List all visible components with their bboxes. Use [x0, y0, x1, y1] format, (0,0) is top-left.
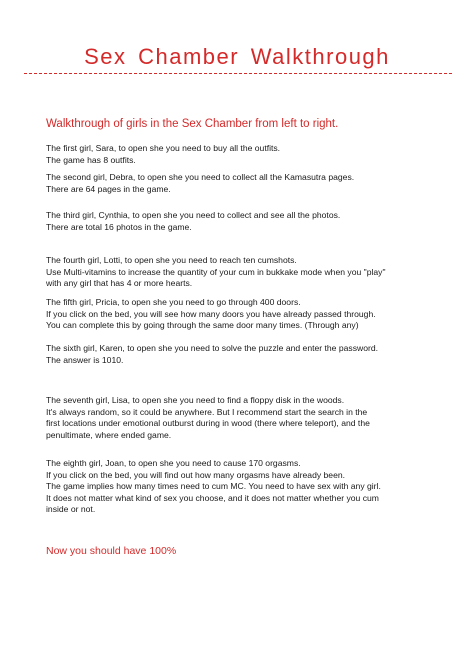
paragraph-line: The seventh girl, Lisa, to open she you need to find a floppy disk in the woods. [46, 395, 345, 405]
paragraph-girl-3 [46, 210, 451, 233]
paragraph-line: The second girl, Debra, to open she you need to collect all the Kamasutra pages. [46, 172, 355, 182]
paragraph-line: If you click on the bed, you will see how many doors you have already passed through. [46, 308, 376, 319]
paragraph-girl-8 [46, 458, 451, 516]
paragraph-line: inside or not. [46, 504, 96, 515]
paragraph-line: It does not matter what kind of sex you choose, and it does not matter whether you cum [46, 492, 379, 503]
paragraph-girl-7 [46, 395, 451, 441]
paragraph-line: The game implies how many times need to cum MC. You need to have sex with any girl. [46, 481, 381, 492]
paragraph-line: The game has 8 outfits. [46, 154, 136, 165]
completion-note: Now you should have 100% [46, 545, 177, 557]
intro-heading: Walkthrough of girls in the Sex Chamber from left to right. [46, 118, 339, 130]
paragraph-girl-4 [46, 255, 451, 290]
paragraph-line: It's always random, so it could be anywhere. But I recommend start the search in the [46, 406, 368, 417]
paragraph-line: The sixth girl, Karen, to open she you need to solve the puzzle and enter the password. [46, 343, 379, 353]
title-dashed-rule [24, 73, 452, 74]
paragraph-line: The third girl, Cynthia, to open she you need to collect and see all the photos. [46, 210, 341, 220]
paragraph-girl-2 [46, 172, 451, 195]
paragraph-line: first locations under emotional outburst during in wood (there where teleport), and the [46, 418, 370, 429]
document-title: Sex Chamber Walkthrough [84, 44, 390, 69]
paragraph-line: Use Multi-vitamins to increase the quantity of your cum in bukkake mode when you "play" [46, 266, 386, 277]
paragraph-girl-5 [46, 297, 451, 332]
paragraph-line: The answer is 1010. [46, 354, 124, 365]
paragraph-line: The eighth girl, Joan, to open she you need to cause 170 orgasms. [46, 458, 301, 468]
paragraph-girl-1 [46, 143, 451, 166]
paragraph-line: penultimate, where ended game. [46, 429, 172, 440]
paragraph-line: If you click on the bed, you will find out how many orgasms have already been. [46, 469, 346, 480]
paragraph-line: with any girl that has 4 or more hearts. [46, 278, 193, 289]
paragraph-girl-6 [46, 343, 451, 366]
paragraph-line: There are 64 pages in the game. [46, 183, 171, 194]
paragraph-line: The fourth girl, Lotti, to open she you need to reach ten cumshots. [46, 255, 297, 265]
paragraph-line: The first girl, Sara, to open she you need to buy all the outfits. [46, 143, 281, 153]
paragraph-line: There are total 16 photos in the game. [46, 221, 192, 232]
paragraph-line: The fifth girl, Pricia, to open she you need to go through 400 doors. [46, 297, 301, 307]
paragraph-line: You can complete this by going through the same door many times. (Through any) [46, 320, 359, 331]
